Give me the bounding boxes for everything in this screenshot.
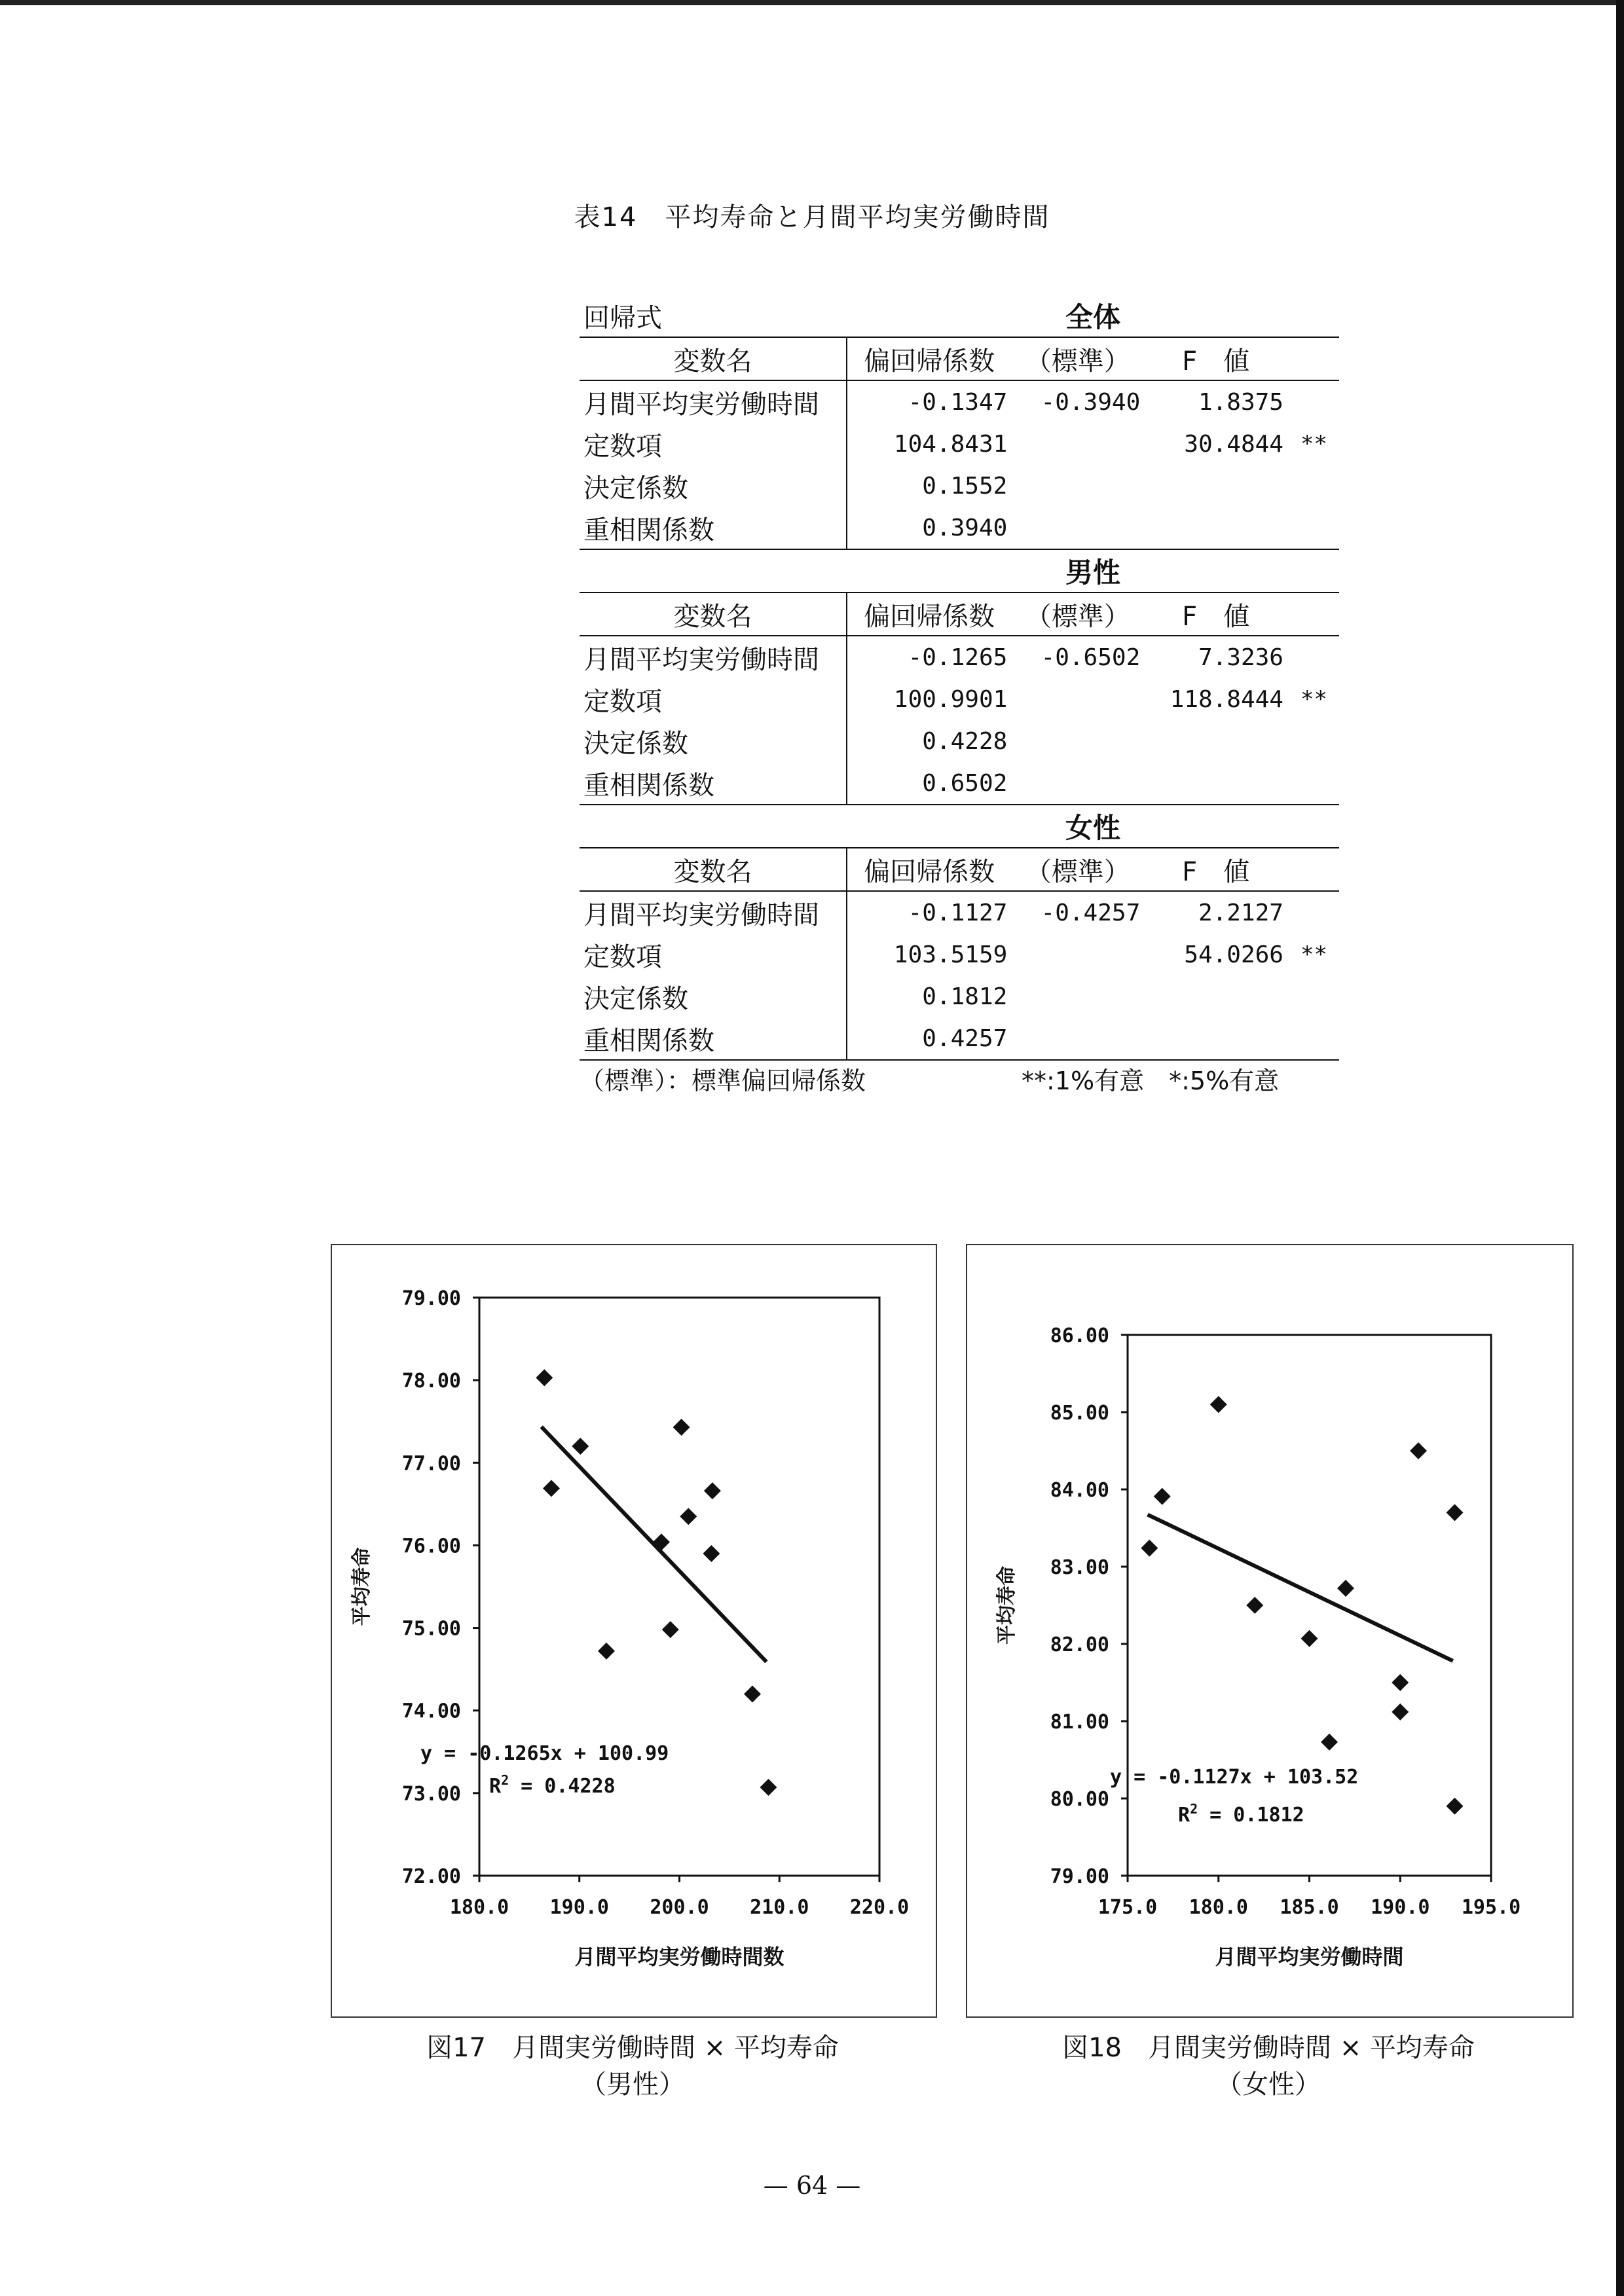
header-row [580, 337, 1339, 380]
col-header-std: （標準） [1011, 592, 1144, 636]
table-row [580, 678, 1339, 720]
row-f [1144, 762, 1287, 805]
scatter-chart-female [967, 1245, 1572, 2016]
row-coef: 0.4228 [922, 727, 1008, 755]
group-title-row [580, 549, 1339, 592]
regression-equation: y = -0.1127x + 103.52 [1110, 1766, 1359, 1789]
y-tick-label: 83.00 [1050, 1556, 1109, 1579]
page-number: — 64 — [763, 2171, 861, 2200]
row-f [1144, 975, 1287, 1017]
row-sig [1287, 507, 1339, 549]
y-tick-label: 76.00 [401, 1535, 461, 1558]
header-row [580, 592, 1339, 636]
table-row [580, 636, 1339, 678]
row-std [1011, 1017, 1144, 1060]
y-tick-label: 86.00 [1050, 1324, 1109, 1347]
row-std [1011, 423, 1144, 465]
col-header-std: （標準） [1011, 337, 1144, 380]
row-coef: -0.1265 [908, 644, 1008, 671]
row-std [1011, 934, 1144, 975]
x-tick-label: 190.0 [1371, 1896, 1430, 1919]
col-header-coef: 偏回帰係数 [847, 592, 1011, 636]
group-title: 男性 [847, 549, 1339, 592]
row-sig [1287, 380, 1339, 423]
figure-17-subtitle: （男性） [580, 2069, 685, 2100]
x-tick-label: 185.0 [1280, 1896, 1339, 1919]
table-row [580, 762, 1339, 805]
row-coef: 103.5159 [893, 941, 1008, 968]
table-row [580, 465, 1339, 507]
group-title: 女性 [847, 805, 1339, 848]
y-tick-label: 75.00 [401, 1617, 461, 1641]
regression-table [580, 295, 1339, 1061]
row-std [1011, 762, 1144, 805]
figure-caption-17 [331, 2030, 934, 2103]
table-row [580, 1017, 1339, 1060]
header-row [580, 848, 1339, 891]
row-std [1011, 678, 1144, 720]
x-tick-label: 220.0 [849, 1896, 910, 1919]
regression-equation: y = -0.1265x + 100.99 [420, 1742, 669, 1765]
y-axis-label: 平均寿命 [350, 1547, 373, 1626]
row-name: 重相関係数 [580, 762, 847, 805]
group-title: 全体 [847, 295, 1339, 337]
col-header-coef: 偏回帰係数 [847, 848, 1011, 891]
y-tick-label: 74.00 [401, 1700, 461, 1723]
formula-label: 回帰式 [580, 295, 847, 337]
row-sig: ** [1300, 431, 1327, 457]
row-f [1144, 465, 1287, 507]
row-f: 7.3236 [1198, 644, 1283, 671]
row-f [1144, 720, 1287, 762]
y-tick-label: 85.00 [1050, 1402, 1109, 1425]
row-sig: ** [1300, 686, 1327, 712]
y-axis-label: 平均寿命 [995, 1566, 1018, 1645]
chart-frame-male [331, 1244, 937, 2018]
col-header-f: F 値 [1144, 592, 1287, 636]
row-sig [1287, 975, 1339, 1017]
row-coef: 104.8431 [893, 430, 1008, 458]
row-name: 月間平均実労働時間 [580, 891, 847, 934]
col-header-name: 変数名 [580, 592, 847, 636]
plot-area [1128, 1335, 1491, 1876]
r-squared-label: $R^2 = 0.1812$ [1178, 1801, 1304, 1827]
table-row [580, 423, 1339, 465]
x-tick-label: 175.0 [1098, 1896, 1158, 1919]
row-name: 重相関係数 [580, 1017, 847, 1060]
table-row [580, 891, 1339, 934]
figure-caption-18 [966, 2030, 1571, 2103]
table-caption: 表14 平均寿命と月間平均実労働時間 [574, 202, 1050, 232]
col-header-f: F 値 [1144, 337, 1287, 380]
col-header-coef: 偏回帰係数 [847, 337, 1011, 380]
row-name: 月間平均実労働時間 [580, 380, 847, 423]
y-tick-label: 77.00 [401, 1452, 461, 1476]
row-name: 重相関係数 [580, 507, 847, 549]
y-tick-label: 78.00 [401, 1370, 461, 1393]
x-axis-label: 月間平均実労働時間 [1215, 1944, 1404, 1969]
row-coef: 100.9901 [893, 685, 1008, 713]
y-tick-label: 73.00 [401, 1782, 461, 1806]
y-tick-label: 80.00 [1050, 1788, 1109, 1811]
row-std [1011, 465, 1144, 507]
scan-edge-right [1616, 0, 1624, 2296]
row-name: 月間平均実労働時間 [580, 636, 847, 678]
row-f [1144, 1017, 1287, 1060]
group-title-row [580, 295, 1339, 337]
table-row [580, 380, 1339, 423]
y-tick-label: 72.00 [401, 1865, 461, 1888]
row-f: 54.0266 [1184, 941, 1283, 968]
row-sig: ** [1300, 941, 1327, 968]
row-sig [1287, 720, 1339, 762]
col-header-name: 変数名 [580, 848, 847, 891]
row-f: 30.4844 [1184, 430, 1283, 458]
row-sig [1287, 636, 1339, 678]
note-significance: **:1%有意 *:5%有意 [1022, 1066, 1280, 1095]
x-axis-label: 月間平均実労働時間数 [574, 1944, 784, 1969]
row-f: 2.2127 [1198, 899, 1283, 926]
row-name: 定数項 [580, 423, 847, 465]
x-tick-label: 190.0 [549, 1896, 609, 1919]
table-row [580, 934, 1339, 975]
row-sig [1287, 465, 1339, 507]
row-std: -0.6502 [1041, 644, 1141, 671]
row-sig [1287, 891, 1339, 934]
row-std [1011, 507, 1144, 549]
row-std: -0.4257 [1041, 899, 1141, 926]
chart-frame-female [966, 1244, 1574, 2018]
x-tick-label: 180.0 [449, 1896, 509, 1919]
y-tick-label: 79.00 [1050, 1865, 1109, 1888]
y-tick-label: 84.00 [1050, 1479, 1109, 1502]
row-coef: 0.1552 [922, 472, 1008, 500]
row-name: 定数項 [580, 934, 847, 975]
x-tick-label: 195.0 [1461, 1896, 1521, 1919]
figure-18-subtitle: （女性） [1216, 2069, 1321, 2100]
figure-18-title: 図18 月間実労働時間 × 平均寿命 [1062, 2033, 1475, 2063]
x-tick-label: 200.0 [650, 1896, 709, 1919]
y-tick-label: 79.00 [401, 1287, 461, 1310]
col-header-f: F 値 [1144, 848, 1287, 891]
table-row [580, 720, 1339, 762]
col-header-name: 変数名 [580, 337, 847, 380]
row-coef: 0.1812 [922, 983, 1008, 1010]
row-f: 118.8444 [1170, 685, 1283, 713]
row-std [1011, 975, 1144, 1017]
r-squared-label: $R^2 = 0.4228$ [489, 1772, 616, 1798]
row-name: 決定係数 [580, 720, 847, 762]
row-sig [1287, 1017, 1339, 1060]
row-coef: -0.1347 [908, 388, 1008, 416]
x-tick-label: 180.0 [1189, 1896, 1248, 1919]
table-row [580, 975, 1339, 1017]
group-title-row [580, 805, 1339, 848]
figure-17-title: 図17 月間実労働時間 × 平均寿命 [426, 2033, 839, 2063]
row-coef: 0.3940 [847, 507, 1011, 549]
row-sig [1287, 762, 1339, 805]
row-std [1011, 720, 1144, 762]
row-f: 1.8375 [1198, 388, 1283, 416]
col-header-std: （標準） [1011, 848, 1144, 891]
table-note [580, 1061, 1339, 1097]
table-row [580, 507, 1339, 549]
row-coef: 0.4257 [847, 1017, 1011, 1060]
y-tick-label: 81.00 [1050, 1711, 1109, 1734]
y-tick-label: 82.00 [1050, 1633, 1109, 1656]
note-std-definition: （標準）：標準偏回帰係数 [580, 1066, 866, 1095]
scatter-chart-male [332, 1245, 936, 2016]
row-std: -0.3940 [1041, 388, 1141, 416]
scan-edge-top [0, 0, 1624, 5]
row-name: 決定係数 [580, 465, 847, 507]
row-f [1144, 507, 1287, 549]
x-tick-label: 210.0 [750, 1896, 809, 1919]
row-coef: 0.6502 [847, 762, 1011, 805]
row-coef: -0.1127 [908, 899, 1008, 926]
row-name: 決定係数 [580, 975, 847, 1017]
row-name: 定数項 [580, 678, 847, 720]
